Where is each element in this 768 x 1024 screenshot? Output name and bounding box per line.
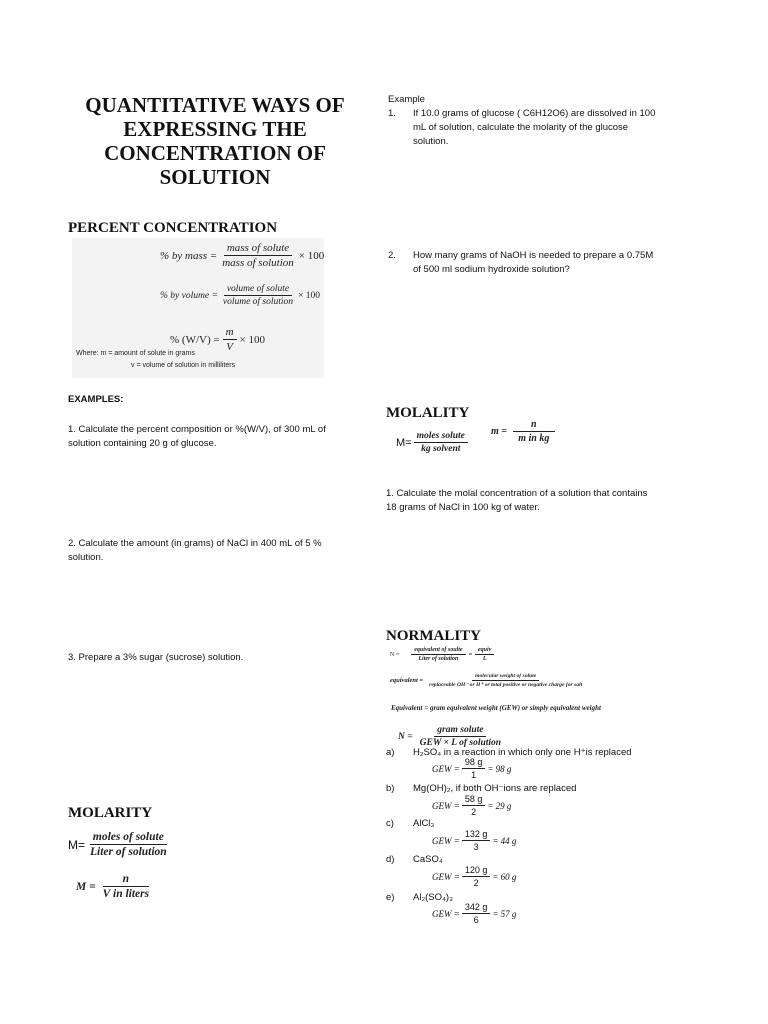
formula-lhs: m = (491, 426, 507, 437)
question-line: If 10.0 grams of glucose ( C6H12O6) are dissolved in 100 (413, 108, 656, 119)
gew-numerator: 132 g (462, 829, 491, 841)
formula-lhs: % by volume = (160, 290, 218, 301)
normality-item-text: H₂SO₄ in a reaction in which only one H⁺is replaced (413, 747, 632, 758)
title-line: SOLUTION (159, 165, 271, 189)
gew-calc (432, 829, 516, 852)
equivalent-formula (390, 673, 585, 688)
question-line: solution containing 20 g of glucose. (68, 438, 217, 449)
formula-numerator: equiv (475, 647, 494, 655)
normality-heading: NORMALITY (386, 628, 482, 644)
formula-denominator: Liter of solution (418, 656, 459, 662)
equivalent-definition: Equivalent = gram equivalent weight (GEW) or simply equivalent weight (391, 704, 601, 712)
formula-denominator: V (226, 341, 233, 353)
formula-rhs: × 100 (298, 290, 321, 301)
question-line: mL of solution, calculate the molarity of the glucose (413, 122, 629, 133)
formula-lhs: M= (396, 436, 412, 449)
formula-numerator: moles of solute (90, 831, 167, 845)
gew-denominator: 6 (473, 915, 479, 925)
example-question (68, 537, 322, 565)
question-line: 1. Calculate the molal concentration of a solution that contains (386, 488, 648, 499)
mass-percent-formula (160, 242, 324, 269)
gew-calc (432, 902, 516, 925)
gew-calc (432, 794, 511, 817)
gew-rhs: = 60 g (492, 871, 517, 882)
normality-item-text: Al₂(SO₄)₃ (413, 892, 453, 903)
molarity-formula (68, 831, 170, 858)
volume-percent-formula (160, 284, 320, 307)
formula-numerator: n (513, 419, 555, 432)
gew-denominator: 3 (473, 842, 479, 852)
formula-numerator: molecular weight of solute (472, 673, 539, 681)
where-note: v = volume of solution in milliliters (131, 362, 236, 369)
title-line: QUANTITATIVE WAYS OF (85, 93, 345, 117)
title-line: CONCENTRATION OF (104, 141, 326, 165)
gew-lhs: GEW = (432, 763, 460, 774)
question-line: 18 grams of NaCl in 100 kg of water. (386, 502, 540, 513)
formula-numerator: moles solute (414, 431, 468, 443)
question-line: solution. (68, 552, 104, 563)
gew-lhs: GEW = (432, 871, 460, 882)
normality-item-text: AlCl₃ (413, 818, 435, 829)
normality-item-label: a) (386, 747, 395, 758)
gew-denominator: 2 (471, 807, 477, 817)
formula-lhs: N = (390, 651, 400, 658)
examples-heading: EXAMPLES: (68, 394, 124, 405)
percent-heading: PERCENT CONCENTRATION (68, 220, 278, 236)
formula-denominator: Liter of solution (90, 846, 167, 858)
formula-numerator: equivalent of soulte (411, 647, 465, 655)
gew-lhs: GEW = (432, 908, 460, 919)
example-number: 2. (388, 250, 396, 261)
formula-rhs: × 100 (239, 333, 265, 346)
formula-numerator: gram solute (434, 725, 486, 737)
gew-rhs: = 57 g (492, 908, 517, 919)
example-question (413, 107, 655, 149)
formula-lhs: N = (398, 731, 413, 742)
question-line: How many grams of NaOH is needed to prepare a 0.75M (413, 250, 654, 261)
example-label: Example (388, 94, 425, 105)
gew-denominator: 1 (471, 770, 477, 780)
formula-lhs: % by mass = (160, 249, 218, 262)
gew-lhs: GEW = (432, 800, 460, 811)
formula-rhs: × 100 (298, 249, 325, 262)
formula-denominator: mass of solution (222, 257, 294, 269)
example-question (413, 249, 653, 277)
formula-denominator: kg solvent (421, 444, 461, 454)
normality-item-label: c) (386, 818, 394, 829)
example-question: 3. Prepare a 3% sugar (sucrose) solution. (68, 652, 244, 663)
example-question (68, 423, 326, 451)
title-line: EXPRESSING THE (123, 117, 307, 141)
gew-numerator: 98 g (462, 757, 486, 769)
question-line: of 500 ml sodium hydroxide solution? (413, 264, 570, 275)
gew-calc (432, 865, 516, 888)
formula-numerator: m (223, 326, 237, 340)
gew-rhs: = 29 g (487, 800, 512, 811)
formula-denominator: V in liters (102, 888, 150, 900)
molarity-heading: MOLARITY (68, 805, 153, 821)
formula-denominator: m in kg (518, 433, 550, 444)
molality-heading: MOLALITY (386, 405, 470, 421)
where-note: Where: m = amount of solute in grams (76, 350, 195, 357)
normality-gew-formula (398, 725, 504, 748)
gew-rhs: = 98 g (487, 763, 512, 774)
formula-denominator: L (482, 656, 487, 662)
gew-denominator: 2 (473, 878, 479, 888)
gew-numerator: 342 g (462, 902, 491, 914)
formula-lhs: % (W/V) = (170, 333, 220, 346)
percent-formula-image (72, 238, 324, 378)
question-line: 2. Calculate the amount (in grams) of NaCl in 400 mL of 5 % (68, 538, 322, 549)
gew-lhs: GEW = (432, 835, 460, 846)
document-title (70, 93, 360, 189)
normality-item-label: e) (386, 892, 395, 903)
molarity-formula-n (76, 873, 152, 900)
molality-question (386, 487, 647, 515)
formula-equals: = (468, 651, 472, 658)
question-line: 1. Calculate the percent composition or %(W/V), of 300 mL of (68, 424, 326, 435)
formula-lhs: M= (68, 837, 86, 852)
molality-formula (396, 431, 468, 454)
gew-numerator: 120 g (462, 865, 491, 877)
formula-denominator: volume of solution (222, 297, 294, 307)
molality-formula-n (491, 419, 555, 444)
wv-percent-formula (170, 326, 265, 353)
normality-formula (390, 647, 494, 662)
normality-item-text: Mg(OH)₂, if both OH⁻ions are replaced (413, 783, 577, 794)
gew-rhs: = 44 g (492, 835, 517, 846)
gew-numerator: 58 g (462, 794, 486, 806)
normality-item-label: d) (386, 854, 395, 865)
formula-lhs: equivalent = (390, 677, 424, 684)
formula-lhs: M = (76, 880, 96, 893)
formula-denominator: replaceable OH⁻ or H⁺ or total positive or negative charge for salt (429, 682, 583, 688)
normality-item-text: CaSO₄ (413, 854, 443, 865)
question-line: solution. (413, 136, 449, 147)
formula-denominator: GEW × L of solution (419, 738, 502, 748)
normality-item-label: b) (386, 783, 395, 794)
gew-calc (432, 757, 511, 780)
formula-numerator: volume of solute (224, 284, 292, 296)
example-number: 1. (388, 108, 396, 119)
formula-numerator: mass of solute (224, 242, 292, 256)
formula-numerator: n (103, 873, 149, 887)
